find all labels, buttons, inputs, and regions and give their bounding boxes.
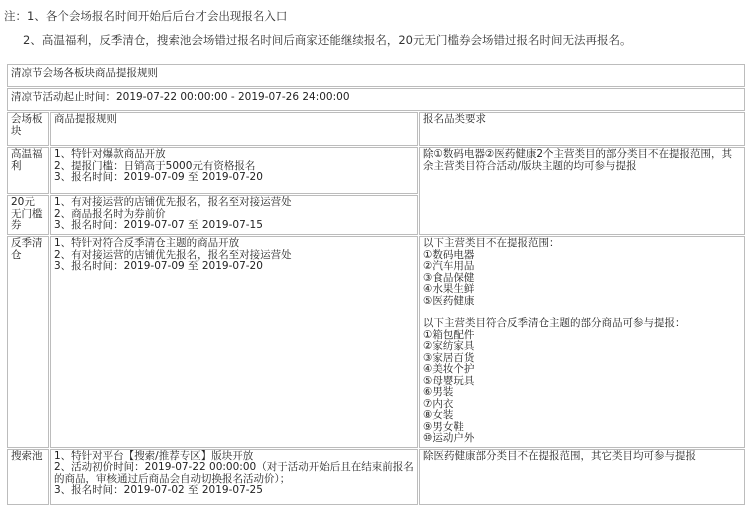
venue-cell: 反季清仓 [7,236,49,448]
rule-line: 3、报名时间：2019-07-07 至 2019-07-15 [54,219,263,231]
category-item: ⑥男装 [423,386,454,398]
rule-line: 2、有对接运营的店铺优先报名，报名至对接运营处 [54,248,292,261]
table-row [7,449,745,505]
header-category: 报名品类要求 [419,112,745,146]
rules-cell [50,236,418,448]
rule-line: 3、报名时间：2019-07-02 至 2019-07-25 [54,484,263,496]
category-item: ⑤母婴玩具 [423,374,475,387]
rule-line: 1、特针对平台【搜索/推荐专区】版块开放 [54,449,254,462]
table-title: 清凉节会场各板块商品提报规则 [7,64,745,87]
category-item: ③家居百货 [423,351,475,364]
activity-time: 清凉节活动起止时间：2019-07-22 00:00:00 - 2019-07-26 24:00:00 [7,88,745,111]
category-item: ⑩运动户外 [423,432,475,444]
category-text: 除医药健康部分类目不在提报范围，其它类目均可参与提报 [423,449,696,462]
rules-table-wrapper [6,63,746,506]
header-venue: 会场板块 [7,112,49,146]
category-intro: 以下主营类目不在提报范围： [423,237,560,249]
rule-line: 3、报名时间：2019-07-09 至 2019-07-20 [54,260,263,272]
venue-cell: 搜索池 [7,449,49,505]
venue-cell: 20元无门槛券 [7,195,49,235]
rules-cell [50,147,418,194]
category-intro: 以下主营类目符合反季清仓主题的部分商品可参与提报： [423,317,686,329]
category-item: ⑨男女鞋 [423,420,464,433]
category-cell [419,449,745,505]
rules-cell [50,449,418,505]
notes [4,4,631,52]
rules-table [6,63,746,506]
category-item: ④美妆个护 [423,363,475,375]
rule-line: 1、特针对爆款商品开放 [54,148,166,160]
table-row [7,236,745,448]
rule-line: 1、有对接运营的店铺优先报名，报名至对接运营处 [54,196,292,208]
note-line-1: 注：1、各个会场报名时间开始后后台才会出现报名入口 [4,9,288,23]
category-item: ②汽车用品 [423,260,475,272]
category-item: ②家纺家具 [423,340,475,352]
table-row [7,147,745,194]
rule-line: 2、提报门槛：日销高于5000元有资格报名 [54,159,256,172]
note-line-2: 2、高温福利，反季清仓，搜索池会场错过报名时间后商家还能继续报名，20元无门槛券会场错过报名时间无法再报名。 [23,33,632,47]
venue-cell: 高温福利 [7,147,49,194]
rule-line: 2、商品报名时为券前价 [54,207,166,220]
category-item: ⑧女装 [423,409,454,421]
category-cell [419,147,745,235]
category-item: ①数码电器 [423,248,475,261]
rule-line: 2、活动初价时间：2019-07-22 00:00:00（对于活动开始后且在结束前报名的商品，审核通过后商品会自动切换报名活动价）； [54,461,414,485]
rules-cell [50,195,418,235]
category-text: 除①数码电器②医药健康2个主营类目的部分类目不在提报范围，其余主营类目符合活动/版块主题的均可参与提报 [423,148,733,172]
category-cell [419,236,745,448]
category-item: ④水果生鲜 [423,283,475,295]
category-item: ③食品保健 [423,271,475,284]
header-rules: 商品提报规则 [50,112,418,146]
rule-line: 3、报名时间：2019-07-09 至 2019-07-20 [54,171,263,183]
category-item: ①箱包配件 [423,328,475,341]
category-item: ⑦内衣 [423,397,454,410]
rule-line: 1、特针对符合反季清仓主题的商品开放 [54,237,240,249]
category-item: ⑤医药健康 [423,294,475,307]
